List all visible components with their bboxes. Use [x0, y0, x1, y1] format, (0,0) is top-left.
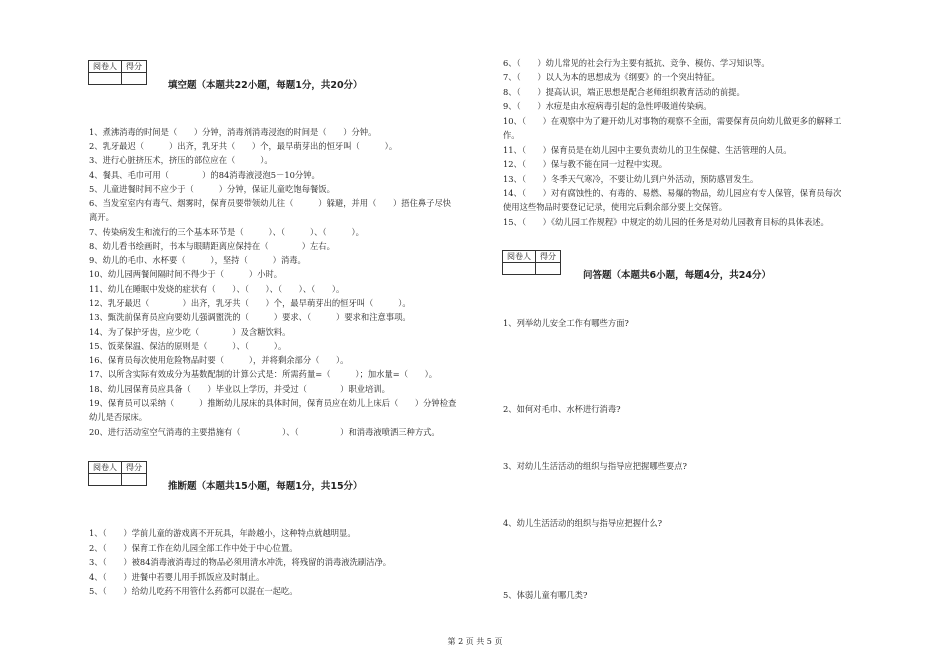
- judge-item: 12、（ ）保与教不能在同一过程中实现。: [503, 159, 668, 169]
- qa-section-title: 问答题（本题共6小题，每题4分，共24分）: [583, 270, 771, 281]
- fill-item: 6、当发室室内有毒气、烟雾时，保育员要带领幼儿往（ ）躲避，并用（ ）捂住鼻子尽快: [89, 198, 452, 208]
- fill-section-title: 填空题（本题共22小题，每题1分，共20分）: [168, 80, 363, 91]
- fill-item: 幼儿是否尿床。: [89, 412, 148, 422]
- fill-item: 3、进行心脏挤压术，挤压的部位应在（ ）。: [89, 155, 273, 165]
- judge-item: 9、（ ）水痘是由水痘病毒引起的急性呼吸道传染病。: [503, 101, 712, 111]
- judge-item: 4、（ ）进餐中若婴儿用手抓饭应及时制止。: [89, 572, 265, 582]
- score-cell: [122, 474, 147, 486]
- score-label: 得分: [122, 61, 147, 73]
- judge-item: 3、（ ）被84消毒液消毒过的物品必须用清水冲洗，将残留的消毒液洗刷洁净。: [89, 557, 392, 567]
- qa-item: 5、体弱儿童有哪几类?: [503, 590, 588, 600]
- judge-item: 2、（ ）保育工作在幼儿园全部工作中处于中心位置。: [89, 543, 298, 553]
- reviewer-cell: [89, 474, 122, 486]
- judge-item: 14、（ ）对有腐蚀性的、有毒的、易燃、易爆的物品，幼儿园应有专人保管，保育员每次: [503, 188, 842, 198]
- score-box-judge: [88, 461, 147, 486]
- fill-item: 8、幼儿看书绘画时，书本与眼睛距离应保持在（ ）左右。: [89, 241, 335, 251]
- fill-item: 2、乳牙最迟（ ）出齐，乳牙共（ ）个，最早萌芽出的恒牙叫（ ）。: [89, 141, 398, 151]
- fill-item: 4、餐具、毛巾可用（ ）的84消毒液浸泡5－10分钟。: [89, 170, 320, 180]
- score-label: 得分: [122, 462, 147, 474]
- qa-item: 2、如何对毛巾、水杯进行消毒?: [503, 404, 621, 414]
- reviewer-label: 阅卷人: [503, 251, 536, 263]
- fill-item: 11、幼儿在睡眠中发烧的症状有（ ）、（ ）、（ ）、（ ）。: [89, 284, 345, 294]
- judge-item: 6、（ ）幼儿常见的社会行为主要有抵抗、竞争、模仿、学习知识等。: [503, 58, 770, 68]
- score-cell: [122, 73, 147, 85]
- judge-item: 作。: [503, 130, 520, 140]
- judge-item: 8、（ ）提高认识，端正思想是配合老师组织教育活动的前提。: [503, 87, 745, 97]
- fill-item: 20、进行活动室空气消毒的主要措施有（ ）、（ ）和消毒液喷洒三种方式。: [89, 427, 440, 437]
- fill-item: 14、为了保护牙齿，应少吃（ ）及含糖饮料。: [89, 327, 291, 337]
- fill-item: 17、以所含实际有效成分为基数配制的计算公式是：所需药量=（ ）；加水量=（ ）。: [89, 369, 438, 379]
- fill-item: 13、甄洗前保育员应向要幼儿强调盥洗的（ ）要求、（ ）要求和注意事项。: [89, 312, 411, 322]
- fill-item: 1、煮沸消毒的时间是（ ）分钟，消毒剂消毒浸泡的时间是（ ）分钟。: [89, 127, 377, 137]
- reviewer-label: 阅卷人: [89, 462, 122, 474]
- judge-item: 使用这些物品时要登记记录，使用完后剩余部分要上交保管。: [503, 202, 728, 212]
- judge-item: 13、（ ）冬季天气寒冷，不要让幼儿到户外活动，预防感冒发生。: [503, 174, 759, 184]
- score-box-fill: [88, 60, 147, 85]
- fill-item: 7、传染病发生和流行的三个基本环节是（ ）、（ ）、（ ）。: [89, 227, 364, 237]
- judge-item: 11、（ ）保育员是在幼儿园中主要负责幼儿的卫生保健、生活管理的人员。: [503, 145, 792, 155]
- reviewer-label: 阅卷人: [89, 61, 122, 73]
- fill-item: 18、幼儿园保育员应具备（ ）毕业以上学历，并受过（ ）职业培训。: [89, 384, 390, 394]
- qa-item: 4、幼儿生活活动的组织与指导应把握什么?: [503, 518, 663, 528]
- fill-item: 16、保育员每次使用危险物品时要（ ），并将剩余部分（ ）。: [89, 355, 349, 365]
- reviewer-cell: [89, 73, 122, 85]
- qa-item: 1、列举幼儿安全工作有哪些方面?: [503, 318, 629, 328]
- page-number: 第 2 页 共 5 页: [447, 637, 503, 646]
- judge-section-title: 推断题（本题共15小题，每题1分，共15分）: [168, 481, 363, 492]
- fill-item: 19、保育员可以采纳（ ）推断幼儿尿床的具体时间，保育员应在幼儿上床后（ ）分钟检查: [89, 398, 457, 408]
- judge-item: 5、（ ）给幼儿吃药不用管什么药都可以混在一起吃。: [89, 586, 298, 596]
- judge-item: 7、（ ）以人为本的思想成为《纲要》的一个突出特征。: [503, 72, 720, 82]
- fill-item: 5、儿童进餐时间不应少于（ ）分钟，保证儿童吃饱每餐饭。: [89, 184, 335, 194]
- fill-item: 12、乳牙最迟（ ）出齐，乳牙共（ ）个，最早萌芽出的恒牙叫（ ）。: [89, 298, 411, 308]
- judge-item: 15、（ ）《幼儿园工作规程》中规定的幼儿园的任务是对幼儿园教育目标的具体表述。: [503, 217, 829, 227]
- judge-item: 1、（ ）学前儿童的游戏离不开玩具，年龄越小，这种特点就越明显。: [89, 528, 356, 538]
- score-label: 得分: [536, 251, 561, 263]
- fill-item: 9、幼儿的毛巾、水杯要（ ），坚持（ ）消毒。: [89, 255, 306, 265]
- score-box-qa: [502, 250, 561, 275]
- fill-item: 离开。: [89, 212, 114, 222]
- fill-item: 15、饭菜保温、保洁的原则是（ ）、（ ）。: [89, 341, 287, 351]
- score-cell: [536, 263, 561, 275]
- fill-item: 10、幼儿园两餐间隔时间不得少于（ ）小时。: [89, 269, 283, 279]
- reviewer-cell: [503, 263, 536, 275]
- judge-item: 10、（ ）在观察中为了避开幼儿对事物的观察不全面，需要保育员向幼儿做更多的解释工: [503, 116, 842, 126]
- qa-item: 3、对幼儿生活活动的组织与指导应把握哪些要点?: [503, 461, 687, 471]
